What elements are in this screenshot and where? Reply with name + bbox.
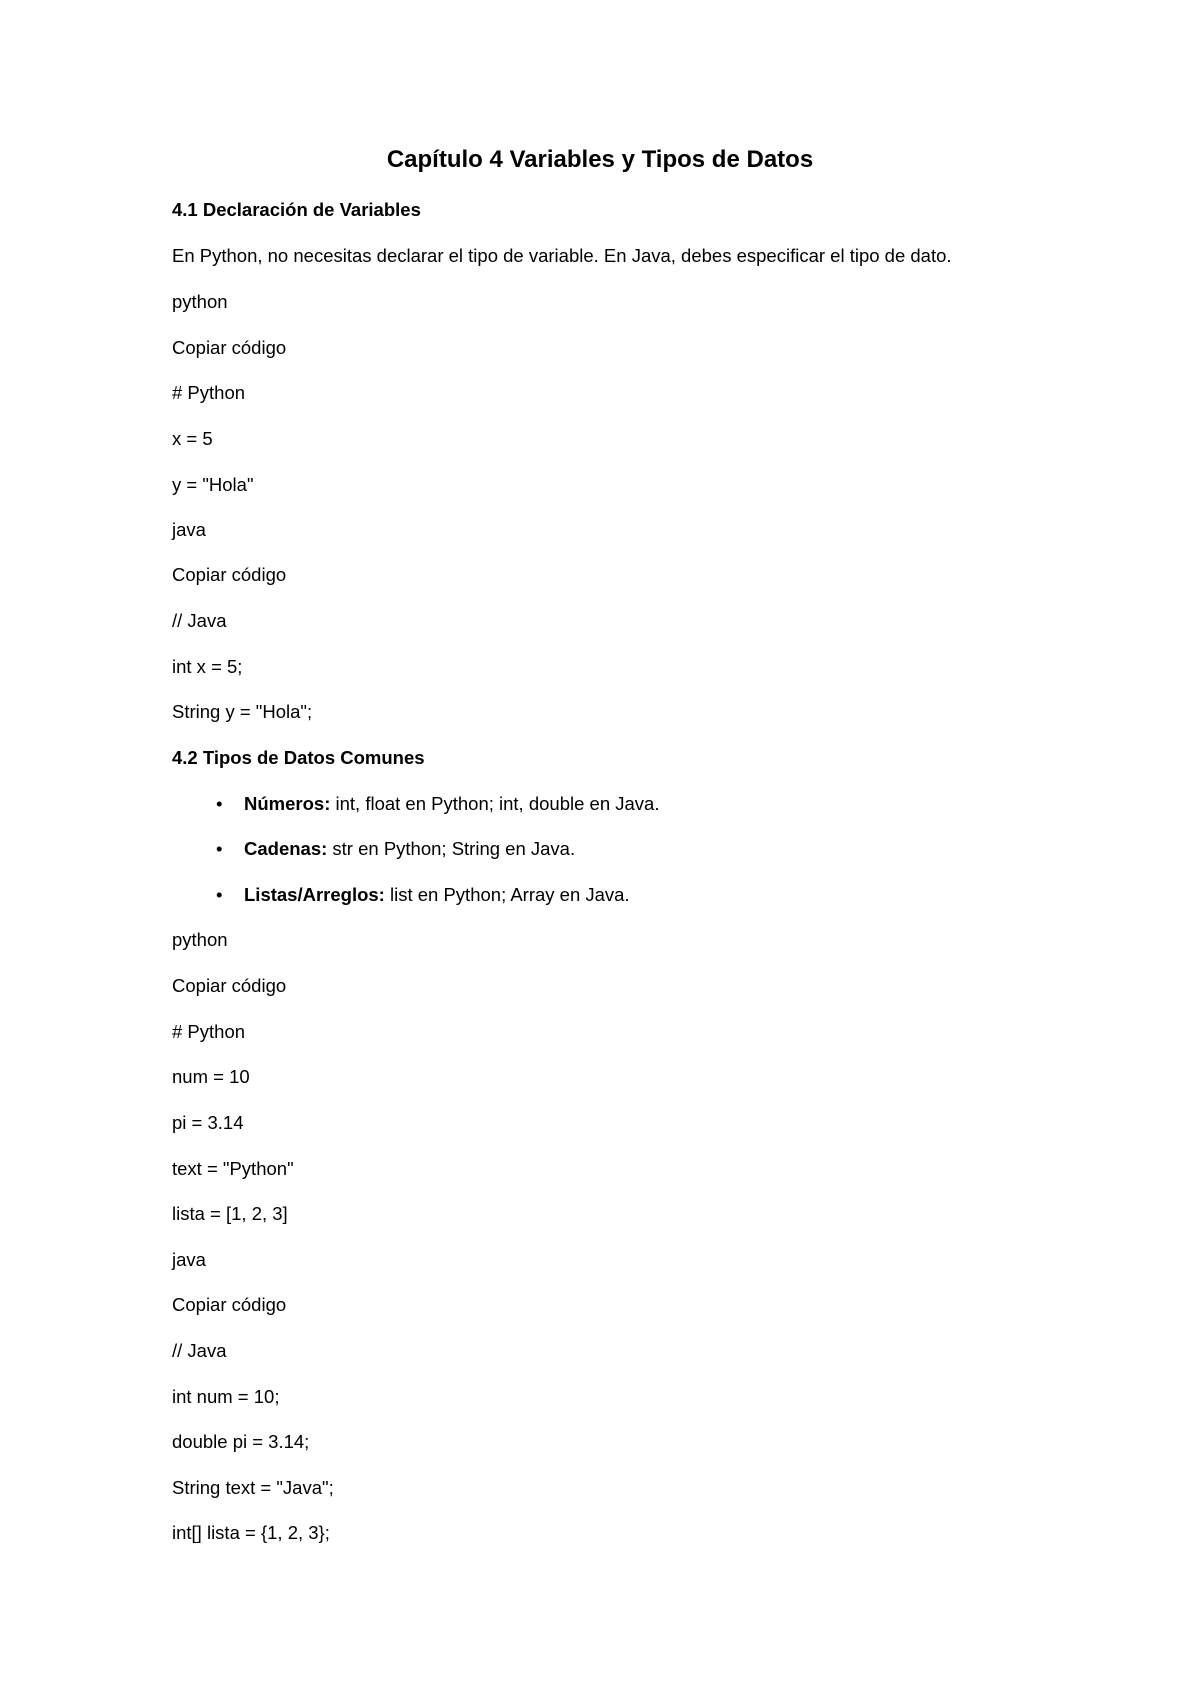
code-line: num = 10: [172, 1066, 250, 1087]
section-paragraph: En Python, no necesitas declarar el tipo de variable. En Java, debes especificar el tipo de dato.: [172, 245, 952, 266]
section-heading-4-2: 4.2 Tipos de Datos Comunes: [172, 747, 425, 768]
list-item: [244, 792, 659, 816]
code-line: pi = 3.14: [172, 1112, 244, 1133]
list-item-text: str en Python; String en Java.: [327, 838, 576, 859]
code-lang-label: java: [172, 519, 206, 540]
bullet-dot: •: [216, 884, 223, 905]
copy-code-link[interactable]: Copiar código: [172, 337, 287, 358]
code-lang-label: java: [172, 1249, 206, 1270]
copy-code-link[interactable]: Copiar código: [172, 1294, 287, 1315]
code-line: // Java: [172, 1340, 227, 1361]
code-line: // Java: [172, 610, 227, 631]
code-line: int[] lista = {1, 2, 3};: [172, 1522, 330, 1543]
code-lang-label: python: [172, 929, 228, 950]
code-line: int num = 10;: [172, 1386, 280, 1407]
code-line: String y = "Hola";: [172, 701, 313, 722]
bullet-dot: •: [216, 793, 223, 814]
list-item-term: Números:: [244, 793, 331, 814]
code-line: # Python: [172, 382, 246, 403]
bullet-dot: •: [216, 838, 223, 859]
list-item-term: Listas/Arreglos:: [244, 884, 385, 905]
code-line: # Python: [172, 1021, 246, 1042]
code-line: int x = 5;: [172, 656, 243, 677]
copy-code-link[interactable]: Copiar código: [172, 975, 287, 996]
code-lang-label: python: [172, 291, 228, 312]
list-item-term: Cadenas:: [244, 838, 328, 859]
code-line: y = "Hola": [172, 474, 254, 495]
code-line: text = "Python": [172, 1158, 294, 1179]
page-title: Capítulo 4 Variables y Tipos de Datos: [386, 146, 814, 173]
code-line: lista = [1, 2, 3]: [172, 1203, 288, 1224]
list-item: [244, 883, 630, 907]
code-line: double pi = 3.14;: [172, 1431, 310, 1452]
code-line: String text = "Java";: [172, 1477, 334, 1498]
copy-code-link[interactable]: Copiar código: [172, 564, 287, 585]
section-heading-4-1: 4.1 Declaración de Variables: [172, 199, 421, 220]
list-item-text: list en Python; Array en Java.: [384, 884, 630, 905]
list-item: [244, 837, 575, 861]
list-item-text: int, float en Python; int, double en Java.: [330, 793, 660, 814]
code-line: x = 5: [172, 428, 213, 449]
